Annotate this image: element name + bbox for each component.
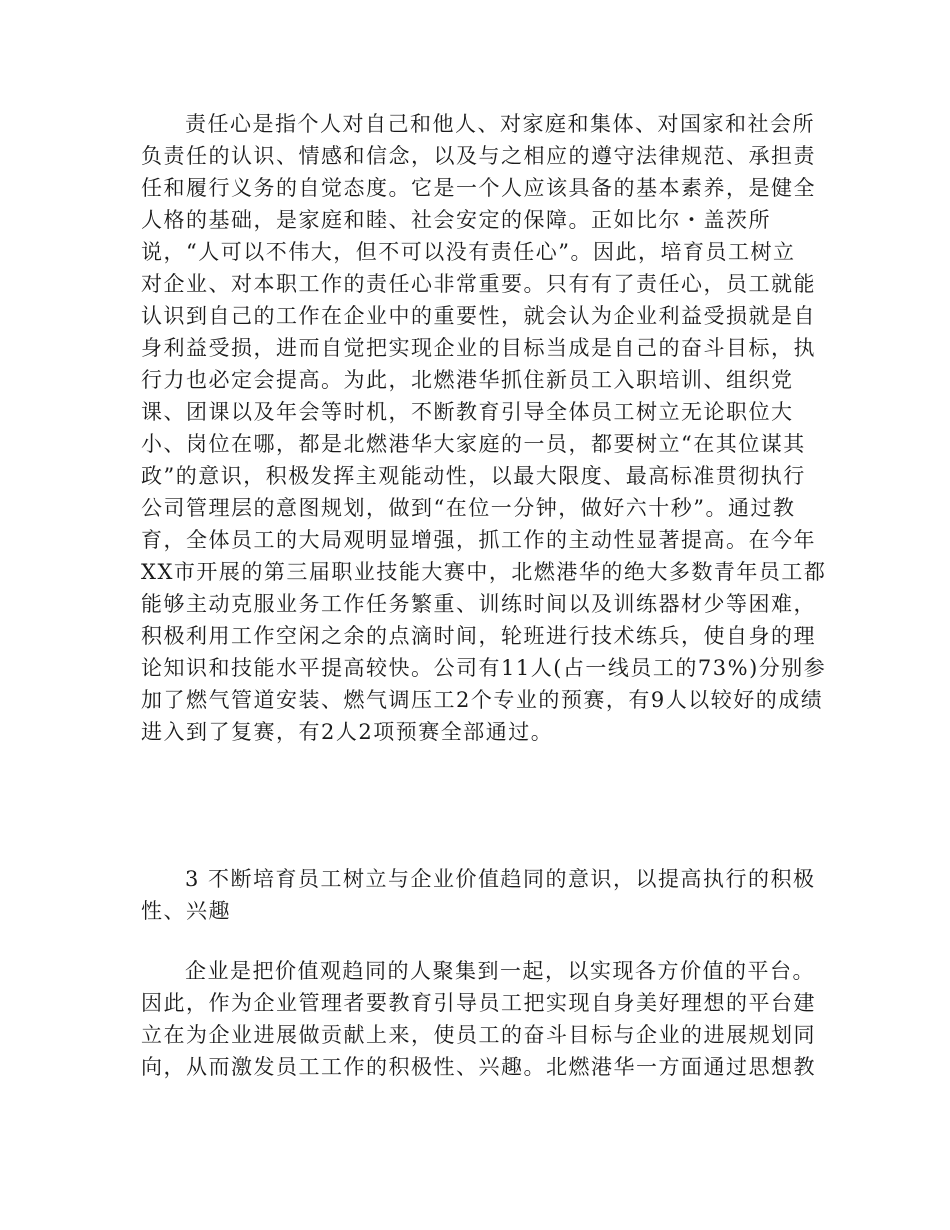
text-line: 小、岗位在哪，都是北燃港华大家庭的一员，都要树立“在其位谋其 bbox=[141, 432, 806, 456]
text-line: 能够主动克服业务工作任务繁重、训练时间以及训练器材少等困难， bbox=[141, 592, 816, 616]
text-line: 向，从而激发员工工作的积极性、兴趣。北燃港华一方面通过思想教 bbox=[141, 1055, 816, 1079]
text-line: 责任心是指个人对自己和他人、对家庭和集体、对国家和社会所 bbox=[185, 112, 815, 136]
text-line: 认识到自己的工作在企业中的重要性，就会认为企业利益受损就是自 bbox=[141, 304, 816, 328]
text-line: 身利益受损，进而自觉把实现企业的目标当成是自己的奋斗目标，执 bbox=[141, 336, 816, 360]
text-line: 因此，作为企业管理者要教育引导员工把实现自身美好理想的平台建 bbox=[141, 991, 816, 1015]
section-heading-3 bbox=[141, 863, 816, 927]
text-line: 说，“人可以不伟大，但不可以没有责任心”。因此，培育员工树立 bbox=[141, 240, 796, 264]
text-line: 负责任的认识、情感和信念，以及与之相应的遵守法律规范、承担责 bbox=[141, 144, 816, 168]
text-line: 立在为企业进展做贡献上来，使员工的奋斗目标与企业的进展规划同 bbox=[141, 1023, 816, 1047]
heading-line: 3 不断培育员工树立与企业价值趋同的意识，以提高执行的积极 bbox=[185, 867, 816, 891]
text-line: 任和履行义务的自觉态度。它是一个人应该具备的基本素养，是健全 bbox=[141, 176, 816, 200]
text-line: 论知识和技能水平提高较快。公司有11人(占一线员工的73%)分别参 bbox=[141, 656, 827, 680]
text-line: 对企业、对本职工作的责任心非常重要。只有有了责任心，员工就能 bbox=[141, 272, 816, 296]
text-line: XX市开展的第三届职业技能大赛中，北燃港华的绝大多数青年员工都 bbox=[141, 560, 827, 584]
text-line: 行力也必定会提高。为此，北燃港华抓住新员工入职培训、组织党 bbox=[141, 368, 794, 392]
text-line: 课、团课以及年会等时机，不断教育引导全体员工树立无论职位大 bbox=[141, 400, 794, 424]
heading-line: 性、兴趣 bbox=[141, 899, 231, 923]
text-line: 育，全体员工的大局观明显增强，抓工作的主动性显著提高。在今年 bbox=[141, 528, 816, 552]
text-line: 政”的意识，积极发挥主观能动性，以最大限度、最高标准贯彻执行 bbox=[141, 464, 806, 488]
text-line: 加了燃气管道安装、燃气调压工2个专业的预赛，有9人以较好的成绩 bbox=[141, 688, 824, 712]
text-line: 进入到了复赛，有2人2项预赛全部通过。 bbox=[141, 720, 554, 744]
text-line: 公司管理层的意图规划，做到“在位一分钟，做好六十秒”。通过教 bbox=[141, 496, 796, 520]
text-line: 人格的基础，是家庭和睦、社会安定的保障。正如比尔・盖茨所 bbox=[141, 208, 771, 232]
text-line: 积极利用工作空闲之余的点滴时间，轮班进行技术练兵，使自身的理 bbox=[141, 624, 816, 648]
paragraph-responsibility bbox=[141, 108, 827, 748]
paragraph-value-alignment bbox=[141, 955, 816, 1083]
text-line: 企业是把价值观趋同的人聚集到一起，以实现各方价值的平台。 bbox=[185, 959, 815, 983]
